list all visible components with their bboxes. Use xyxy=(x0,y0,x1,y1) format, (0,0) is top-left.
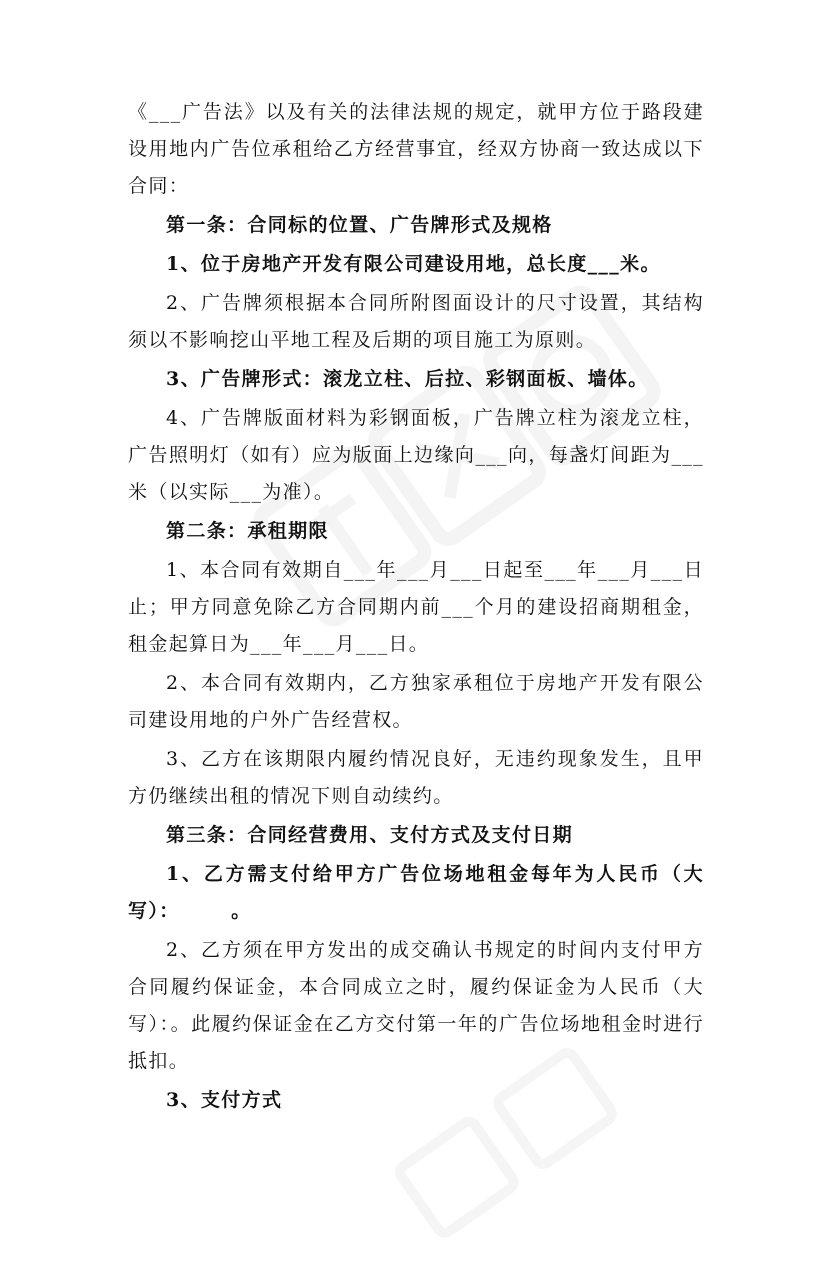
article-one-clause-2: 2、广告牌须根据本合同所附图面设计的尺寸设置，其结构须以不影响挖山平地工程及后期的项目施工为原则。 xyxy=(128,292,704,351)
intro-paragraph: 《___广告法》以及有关的法律法规的规定，就甲方位于路段建设用地内广告位承租给乙方经营事宜，经双方协商一致达成以下合同： xyxy=(128,101,704,197)
article-two-clause-2: 2、本合同有效期内，乙方独家承租位于房地产开发有限公司建设用地的户外广告经营权。 xyxy=(128,672,704,731)
article-three-heading: 第三条：合同经营费用、支付方式及支付日期 xyxy=(166,824,574,846)
article-two-heading: 第二条：承租期限 xyxy=(166,520,329,542)
article-three-clause-3: 3、支付方式 xyxy=(166,1089,283,1111)
document-body xyxy=(128,94,704,1119)
article-three-clause-2: 2、乙方须在甲方发出的成交确认书规定的时间内支付甲方合同履约保证金，本合同成立之时，履约保证金为人民币（大写）：。此履约保证金在乙方交付第一年的广告位场地租金时进行抵扣。 xyxy=(128,939,704,1072)
article-three-clause-1: 1、乙方需支付给甲方广告位场地租金每年为人民币（大写）： 。 xyxy=(128,863,704,922)
article-one-clause-4: 4、广告牌版面材料为彩钢面板，广告牌立柱为滚龙立柱，广告照明灯（如有）应为版面上边缘向___向，每盏灯间距为___米（以实际___为准）。 xyxy=(128,407,704,503)
article-one-clause-3: 3、广告牌形式：滚龙立柱、后拉、彩钢面板、墙体。 xyxy=(166,368,649,390)
article-one-heading: 第一条：合同标的位置、广告牌形式及规格 xyxy=(166,214,553,236)
article-one-clause-1: 1、位于房地产开发有限公司建设用地，总长度___米。 xyxy=(166,253,661,275)
article-two-clause-1: 1、本合同有效期自___年___月___日起至___年___月___日止；甲方同意免除乙方合同期内前___个月的建设招商期租金，租金起算日为___年___月___日。 xyxy=(128,559,704,655)
article-two-clause-3: 3、乙方在该期限内履约情况良好，无违约现象发生，且甲方仍继续出租的情况下则自动续约。 xyxy=(128,748,704,807)
